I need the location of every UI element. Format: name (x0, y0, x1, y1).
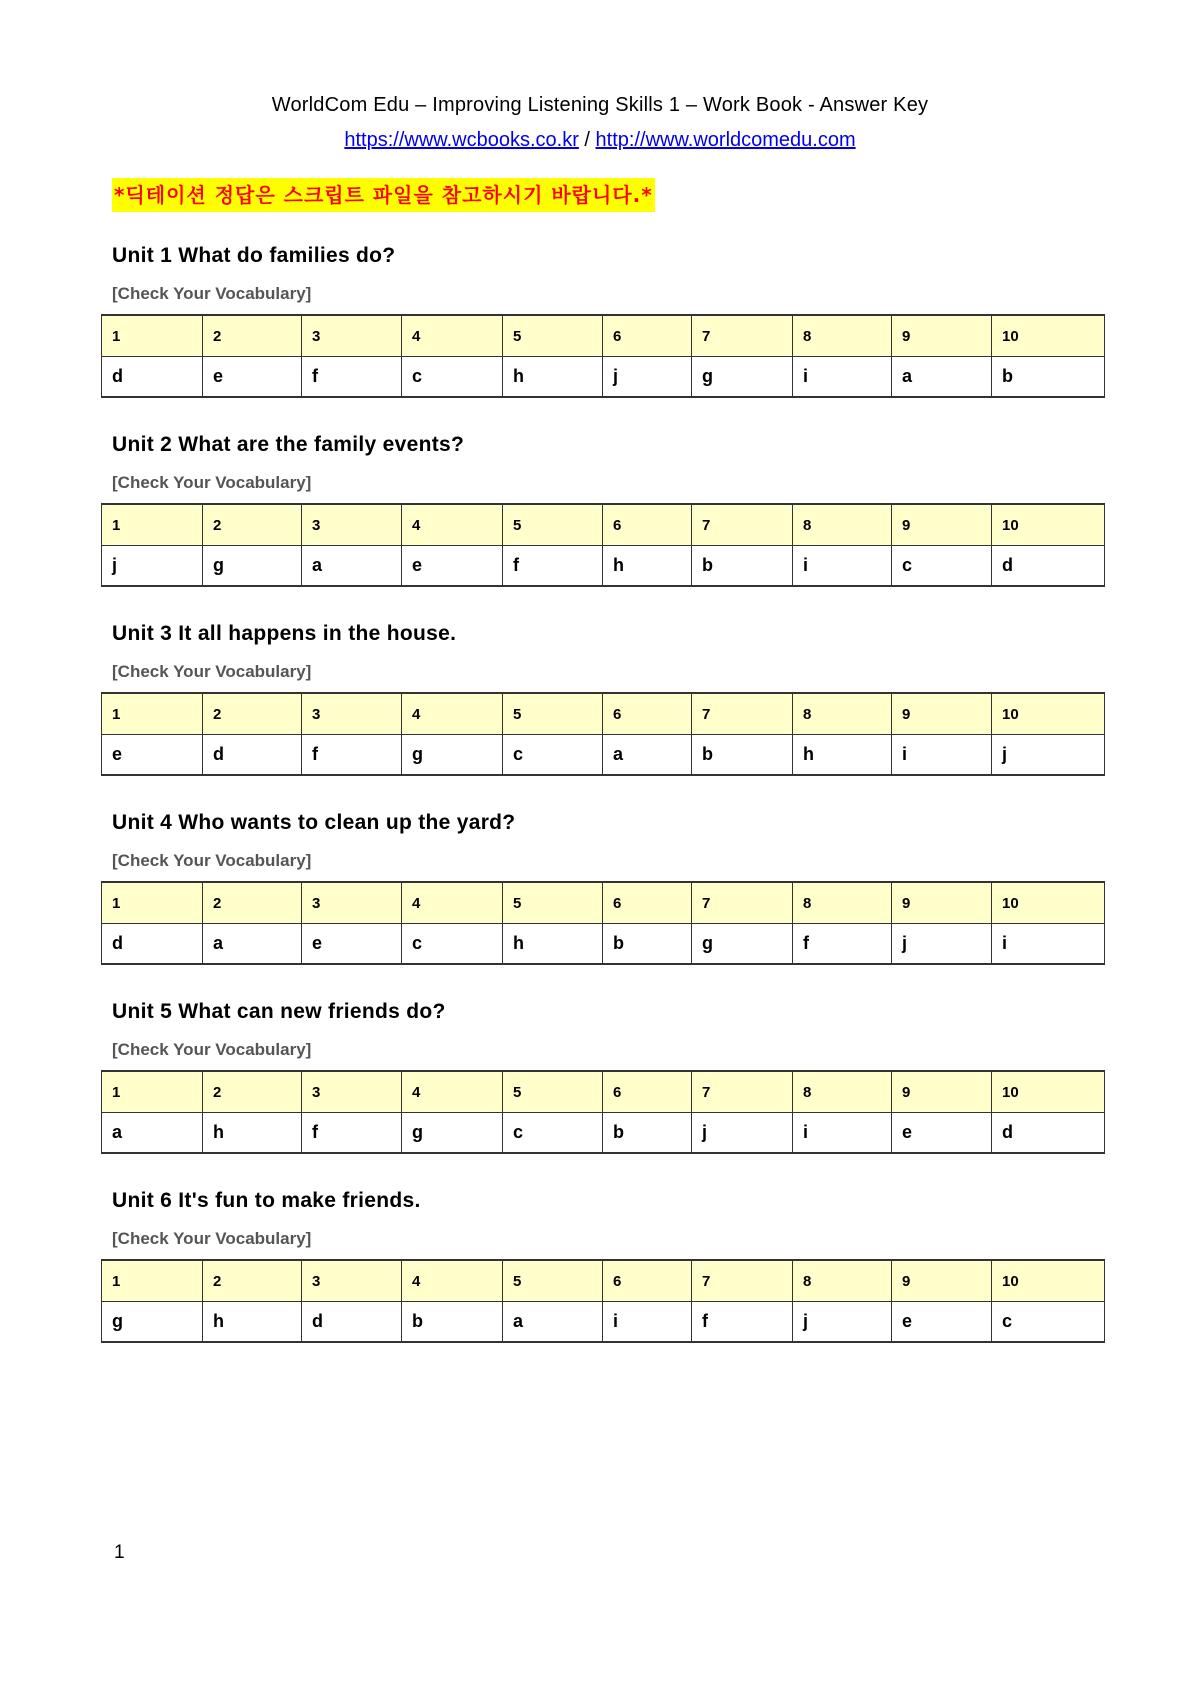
answer-row (102, 1302, 1105, 1343)
question-number-cell: 5 (503, 1260, 603, 1302)
question-number-cell: 2 (203, 315, 302, 357)
question-number-cell: 6 (603, 1071, 692, 1113)
question-number-cell: 4 (402, 882, 503, 924)
unit-subtitle: [Check Your Vocabulary] (112, 1229, 312, 1248)
answer-cell: h (503, 357, 603, 398)
answer-cell: e (892, 1113, 992, 1154)
unit-title: Unit 2 What are the family events? (112, 433, 465, 456)
question-number-cell: 10 (992, 693, 1105, 735)
question-number-row (102, 693, 1105, 735)
question-number-cell: 4 (402, 315, 503, 357)
question-number-cell: 10 (992, 315, 1105, 357)
question-number-cell: 4 (402, 1260, 503, 1302)
answer-cell: g (402, 1113, 503, 1154)
answer-cell: b (603, 1113, 692, 1154)
answer-table (101, 1259, 1105, 1343)
wcbooks-link[interactable]: https://www.wcbooks.co.kr (344, 129, 579, 151)
question-number-cell: 4 (402, 504, 503, 546)
answer-cell: j (102, 546, 203, 587)
answer-row (102, 546, 1105, 587)
unit-title: Unit 1 What do families do? (112, 244, 396, 267)
answer-cell: e (302, 924, 402, 965)
answer-cell: c (402, 357, 503, 398)
answer-cell: a (203, 924, 302, 965)
question-number-cell: 10 (992, 1260, 1105, 1302)
answer-cell: e (892, 1302, 992, 1343)
question-number-cell: 5 (503, 315, 603, 357)
answer-cell: e (402, 546, 503, 587)
question-number-cell: 5 (503, 1071, 603, 1113)
document-title: WorldCom Edu – Improving Listening Skills 1 – Work Book - Answer Key (271, 94, 929, 116)
question-number-row (102, 504, 1105, 546)
answer-cell: f (302, 735, 402, 776)
question-number-cell: 8 (793, 504, 892, 546)
question-number-cell: 9 (892, 315, 992, 357)
question-number-cell: 3 (302, 504, 402, 546)
answer-table (101, 1070, 1105, 1154)
answer-cell: i (892, 735, 992, 776)
answer-cell: h (203, 1302, 302, 1343)
question-number-cell: 3 (302, 315, 402, 357)
answer-row (102, 357, 1105, 398)
answer-table (101, 881, 1105, 965)
answer-cell: e (203, 357, 302, 398)
question-number-cell: 4 (402, 1071, 503, 1113)
answer-cell: g (203, 546, 302, 587)
question-number-cell: 6 (603, 504, 692, 546)
question-number-cell: 1 (102, 1260, 203, 1302)
question-number-cell: 10 (992, 882, 1105, 924)
question-number-cell: 3 (302, 882, 402, 924)
unit-title: Unit 4 Who wants to clean up the yard? (112, 811, 516, 834)
unit-subtitle: [Check Your Vocabulary] (112, 662, 312, 681)
dictation-notice: *딕테이션 정답은 스크립트 파일을 참고하시기 바랍니다.* (112, 178, 655, 212)
answer-cell: b (992, 357, 1105, 398)
question-number-cell: 7 (692, 315, 793, 357)
question-number-cell: 4 (402, 693, 503, 735)
question-number-row (102, 1260, 1105, 1302)
answer-cell: i (793, 357, 892, 398)
answer-cell: b (692, 735, 793, 776)
question-number-cell: 7 (692, 1260, 793, 1302)
answer-cell: d (992, 546, 1105, 587)
question-number-cell: 5 (503, 882, 603, 924)
question-number-cell: 6 (603, 693, 692, 735)
answer-cell: d (302, 1302, 402, 1343)
answer-cell: e (102, 735, 203, 776)
question-number-cell: 7 (692, 1071, 793, 1113)
question-number-row (102, 1071, 1105, 1113)
question-number-cell: 2 (203, 1260, 302, 1302)
answer-cell: h (793, 735, 892, 776)
question-number-cell: 9 (892, 1071, 992, 1113)
unit-subtitle: [Check Your Vocabulary] (112, 1040, 312, 1059)
worldcomedu-link[interactable]: http://www.worldcomedu.com (595, 129, 856, 151)
question-number-cell: 3 (302, 1260, 402, 1302)
answer-cell: f (503, 546, 603, 587)
unit-subtitle: [Check Your Vocabulary] (112, 473, 312, 492)
answer-cell: c (992, 1302, 1105, 1343)
question-number-cell: 8 (793, 882, 892, 924)
question-number-cell: 6 (603, 315, 692, 357)
question-number-cell: 5 (503, 504, 603, 546)
answer-cell: a (503, 1302, 603, 1343)
answer-cell: h (603, 546, 692, 587)
answer-cell: f (302, 357, 402, 398)
answer-cell: c (892, 546, 992, 587)
question-number-cell: 2 (203, 882, 302, 924)
answer-cell: c (402, 924, 503, 965)
question-number-cell: 2 (203, 504, 302, 546)
answer-cell: a (302, 546, 402, 587)
question-number-cell: 8 (793, 1071, 892, 1113)
question-number-cell: 7 (692, 693, 793, 735)
answer-cell: d (992, 1113, 1105, 1154)
header-links (0, 129, 1200, 152)
answer-cell: a (892, 357, 992, 398)
unit-title: Unit 3 It all happens in the house. (112, 622, 457, 645)
answer-cell: a (102, 1113, 203, 1154)
question-number-cell: 3 (302, 693, 402, 735)
answer-cell: i (992, 924, 1105, 965)
question-number-cell: 9 (892, 693, 992, 735)
answer-cell: c (503, 735, 603, 776)
page-number: 1 (114, 1542, 125, 1563)
unit-title: Unit 5 What can new friends do? (112, 1000, 446, 1023)
answer-cell: b (692, 546, 793, 587)
answer-cell: j (603, 357, 692, 398)
question-number-cell: 7 (692, 504, 793, 546)
answer-cell: g (102, 1302, 203, 1343)
question-number-cell: 1 (102, 504, 203, 546)
question-number-cell: 2 (203, 693, 302, 735)
answer-cell: f (302, 1113, 402, 1154)
question-number-cell: 9 (892, 882, 992, 924)
question-number-cell: 10 (992, 1071, 1105, 1113)
answer-cell: i (793, 546, 892, 587)
unit-title: Unit 6 It's fun to make friends. (112, 1189, 421, 1212)
answer-cell: f (793, 924, 892, 965)
answer-table (101, 314, 1105, 398)
question-number-cell: 1 (102, 693, 203, 735)
answer-cell: i (603, 1302, 692, 1343)
question-number-cell: 6 (603, 882, 692, 924)
question-number-cell: 9 (892, 1260, 992, 1302)
question-number-row (102, 882, 1105, 924)
answer-cell: b (402, 1302, 503, 1343)
answer-cell: j (992, 735, 1105, 776)
answer-cell: j (692, 1113, 793, 1154)
answer-cell: g (402, 735, 503, 776)
answer-row (102, 735, 1105, 776)
answer-cell: h (203, 1113, 302, 1154)
question-number-cell: 10 (992, 504, 1105, 546)
unit-subtitle: [Check Your Vocabulary] (112, 284, 312, 303)
question-number-cell: 5 (503, 693, 603, 735)
answer-cell: d (102, 924, 203, 965)
answer-row (102, 1113, 1105, 1154)
question-number-cell: 1 (102, 1071, 203, 1113)
answer-cell: d (102, 357, 203, 398)
answer-cell: b (603, 924, 692, 965)
answer-cell: a (603, 735, 692, 776)
question-number-cell: 6 (603, 1260, 692, 1302)
answer-cell: j (892, 924, 992, 965)
answer-cell: h (503, 924, 603, 965)
question-number-cell: 3 (302, 1071, 402, 1113)
question-number-cell: 8 (793, 693, 892, 735)
answer-cell: i (793, 1113, 892, 1154)
answer-cell: g (692, 924, 793, 965)
answer-cell: d (203, 735, 302, 776)
question-number-cell: 8 (793, 1260, 892, 1302)
answer-cell: f (692, 1302, 793, 1343)
unit-subtitle: [Check Your Vocabulary] (112, 851, 312, 870)
question-number-cell: 1 (102, 315, 203, 357)
question-number-cell: 9 (892, 504, 992, 546)
question-number-cell: 8 (793, 315, 892, 357)
question-number-cell: 1 (102, 882, 203, 924)
link-separator: / (578, 129, 596, 151)
question-number-row (102, 315, 1105, 357)
answer-cell: c (503, 1113, 603, 1154)
question-number-cell: 7 (692, 882, 793, 924)
question-number-cell: 2 (203, 1071, 302, 1113)
answer-table (101, 503, 1105, 587)
answer-cell: g (692, 357, 793, 398)
answer-row (102, 924, 1105, 965)
answer-cell: j (793, 1302, 892, 1343)
answer-table (101, 692, 1105, 776)
